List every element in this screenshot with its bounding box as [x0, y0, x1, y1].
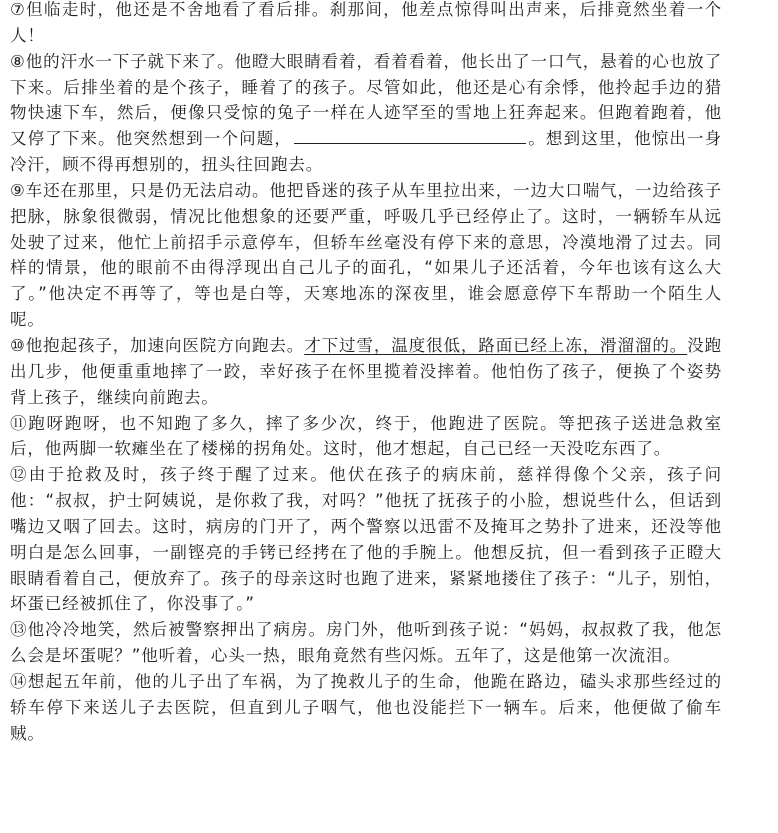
paragraph-12-text: ⑫由于抢救及时，孩子终于醒了过来。他伏在孩子的病床前，慈祥得像个父亲，孩子问他：“叔叔，护士阿姨说，是你救了我，对吗？”他抚了抚孩子的小脸，想说些什么，但话到嘴边又咽了回去。这时，病房的门开了，两个警察以迅雷不及掩耳之势扑了进来，还没等他明白是怎么回事，一副铿亮的手铐已经拷在了他的手腕上。他想反抗，但一看到孩子正瞪大眼睛看着自己，便放弃了。孩子的母亲这时也跑了进来，紧紧地搂住了孩子：“儿子，别怕，坏蛋已经被抓住了，你没事了。”: [10, 465, 722, 614]
paragraph-14: [10, 669, 722, 747]
paragraph-10: [10, 333, 722, 411]
paragraph-13-text: ⑬他冷冷地笑，然后被警察押出了病房。房门外，他听到孩子说：“妈妈，叔叔救了我，他怎么会是坏蛋呢？”他听着，心头一热，眼角竟然有些闪烁。五年了，这是他第一次流泪。: [10, 620, 722, 666]
paragraph-7: [10, 0, 722, 49]
paragraph-13: [10, 617, 722, 669]
paragraph-7-text: ⑦但临走时，他还是不舍地看了看后排。刹那间，他差点惊得叫出声来，后排竟然坐着一个人！: [10, 0, 722, 45]
paragraph-9-text: ⑨车还在那里，只是仍无法启动。他把昏迷的孩子从车里拉出来，一边大口喘气，一边给孩子把脉，脉象很微弱，情况比他想象的还要严重，呼吸几乎已经停止了。这时，一辆轿车从远处驶了过来，他忙上前招手示意停车，但轿车丝毫没有停下来的意思，冷漠地滑了过去。同样的情景，他的眼前不由得浮现出自己儿子的面孔，“如果儿子还活着，今年也该有这么大了。”他决定不再等了，等也是白等，天寒地冻的深夜里，谁会愿意停下车帮助一个陌生人呢。: [10, 180, 722, 330]
paragraph-11: [10, 411, 722, 463]
paragraph-9: [10, 178, 722, 333]
paragraph-10-text-start: ⑩他抱起孩子，加速向医院方向跑去。: [10, 335, 305, 355]
paragraph-10-text-end: 没跑出几步，他便重重地摔了一跤，幸好孩子在怀里揽着没摔着。他怕伤了孩子，便换了个姿势背上孩子，继续向前跑去。: [10, 335, 722, 407]
underlined-sentence: 才下过雪，温度很低，路面已经上冻，滑溜溜的。: [304, 335, 688, 355]
paragraph-11-text: ⑪跑呀跑呀，也不知跑了多久，摔了多少次，终于，他跑进了医院。等把孩子送进急救室后，他两脚一软瘫坐在了楼梯的拐角处。这时，他才想起，自己已经一天没吃东西了。: [10, 413, 722, 459]
paragraph-8: [10, 49, 722, 178]
paragraph-8-text-after-blank: 。想到这里，他惊出一身冷汗，顾不得再想别的，扭头往回跑去。: [10, 129, 722, 175]
paragraph-12: [10, 462, 722, 617]
paragraph-14-text: ⑭想起五年前，他的儿子出了车祸，为了挽救儿子的生命，他跪在路边，磕头求那些经过的轿车停下来送儿子去医院，但直到儿子咽气，他也没能拦下一辆车。后来，他便做了偷车贼。: [10, 671, 722, 743]
paragraph-8-text-before-blank: ⑧他的汗水一下子就下来了。他瞪大眼睛看着，看着看着，他长出了一口气，悬着的心也放了下来。后排坐着的是个孩子，睡着了的孩子。尽管如此，他还是心有余悸，他拎起手边的猎物快速下车，然后，便像只受惊的兔子一样在人迹罕至的雪地上狂奔起来。但跑着跑着，他又停了下来。他突然想到一个问题，: [10, 51, 722, 149]
answer-blank-line: [294, 142, 526, 144]
